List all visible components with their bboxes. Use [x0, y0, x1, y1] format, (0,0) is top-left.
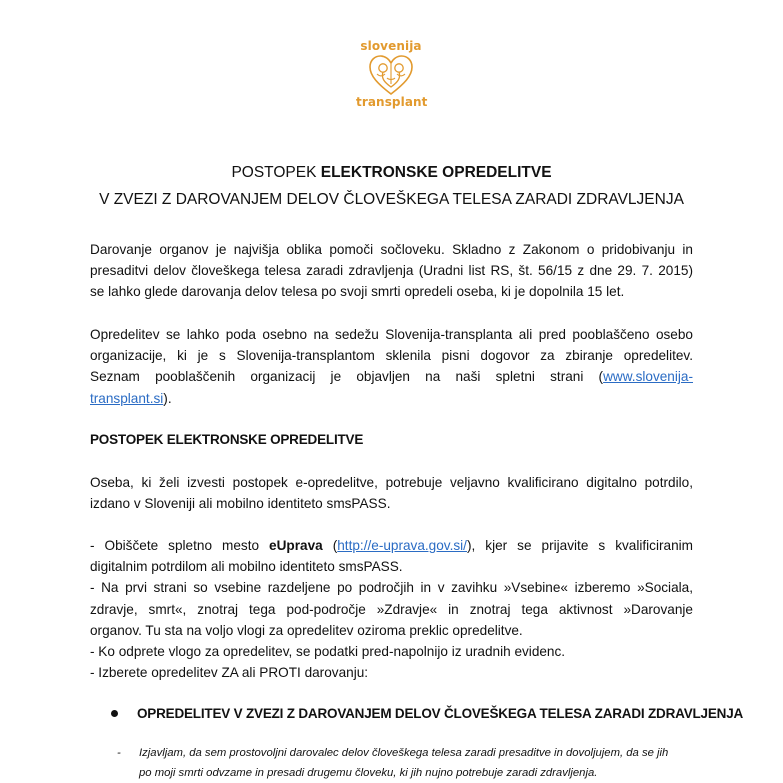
- requirements-line: Oseba, ki želi izvesti postopek e-opredelitve, potrebuje veljavno kvalificirano digitalno potrdilo,: [90, 475, 693, 490]
- step-1-prefix: - Obiščete spletno mesto: [90, 538, 270, 553]
- section-heading: POSTOPEK ELEKTRONSKE OPREDELITVE: [90, 432, 364, 447]
- step-2-line3: organov. Tu sta na voljo vlogi za opredelitev oziroma preklic opredelitve.: [90, 622, 523, 638]
- authorized-line: [90, 388, 693, 409]
- step-1-suffix: ), kjer se prijavite s kvalificiranim: [466, 538, 693, 553]
- step-3: - Ko odprete vlogo za opredelitev, se podatki pred-napolnijo iz uradnih evidenc.: [90, 644, 566, 660]
- intro-line: presaditvi delov človeškega telesa zaradi zdravljenja (Uradni list RS, št. 56/15 z dne 29. 7. 2015): [90, 263, 693, 279]
- euprava-link[interactable]: http://e-uprava.gov.si/: [337, 538, 467, 553]
- step-1-line2: digitalnim potrdilom ali mobilno identiteto smsPASS.: [90, 559, 403, 575]
- declaration-line1: Izjavljam, da sem prostovoljni darovalec delov človeškega telesa zaradi presaditve in dovoljujem, da se jih: [139, 747, 669, 759]
- website-link-part1[interactable]: www.slovenija-: [603, 369, 693, 385]
- title-bold: ELEKTRONSKE OPREDELITVE: [320, 164, 552, 181]
- heart-emblem-icon: [368, 54, 414, 96]
- logo-top-word: slovenija: [360, 39, 422, 53]
- intro-line: se lahko glede darovanja delov telesa po svoji smrti opredeli oseba, ki je dopolnila 15 let.: [90, 284, 625, 300]
- step-2-line2: zdravje, smrt«, znotraj tega pod-področje »Zdravje« in znotraj tega aktivnost »Darovanje: [90, 601, 693, 617]
- requirements-line: izdano v Sloveniji ali mobilno identiteto smsPASS.: [90, 496, 391, 512]
- logo-bottom-word: transplant: [356, 95, 428, 109]
- euprava-label: eUprava: [269, 538, 323, 553]
- requirements-paragraph: [90, 472, 693, 514]
- document-title-line2: V ZVEZI Z DAROVANJEM DELOV ČLOVEŠKEGA TELESA ZARADI ZDRAVLJENJA: [99, 191, 684, 208]
- declaration-text: [117, 743, 697, 783]
- steps-list: [90, 535, 693, 683]
- authorized-line-suffix: ).: [163, 390, 172, 406]
- option-heading-text: OPREDELITEV V ZVEZI Z DAROVANJEM DELOV ČLOVEŠKEGA TELESA ZARADI ZDRAVLJENJA: [137, 706, 744, 721]
- bullet-icon: [111, 710, 118, 717]
- intro-line: Darovanje organov je najvišja oblika pomoči sočloveku. Skladno z Zakonom o pridobivanju in: [90, 242, 693, 257]
- authorized-paragraph: [90, 324, 693, 409]
- document-title-line1: [0, 164, 783, 182]
- step-1-paren: (: [322, 538, 338, 553]
- slovenija-transplant-logo: [356, 40, 426, 109]
- authorized-line: Opredelitev se lahko poda osebno na sedežu Slovenija-transplanta ali pred pooblaščeno osebo: [90, 327, 693, 342]
- website-link-part2[interactable]: transplant.si: [90, 390, 164, 406]
- title-prefix: POSTOPEK: [231, 164, 321, 181]
- step-2-line1: - Na prvi strani so vsebine razdeljene po področjih in v zavihku »Vsebine« izberemo »Sociala,: [90, 580, 693, 596]
- authorized-line: organizacije, ki je s Slovenija-transplantom sklenila pisni dogovor za zbiranje opredelitev.: [90, 348, 693, 364]
- declaration-line2: po moji smrti odvzame in presadi drugemu človeku, ki jih nujno potrebuje zaradi zdravljenja.: [139, 767, 598, 779]
- intro-paragraph: [90, 239, 693, 303]
- step-1-line1: [90, 535, 693, 556]
- declaration-dash: -: [117, 747, 121, 759]
- option-heading: [111, 706, 743, 721]
- authorized-line-text: Seznam pooblaščenih organizacij je objavljen na naši spletni strani (: [90, 369, 604, 385]
- authorized-line: [90, 366, 693, 387]
- step-4: - Izberete opredelitev ZA ali PROTI darovanju:: [90, 665, 369, 681]
